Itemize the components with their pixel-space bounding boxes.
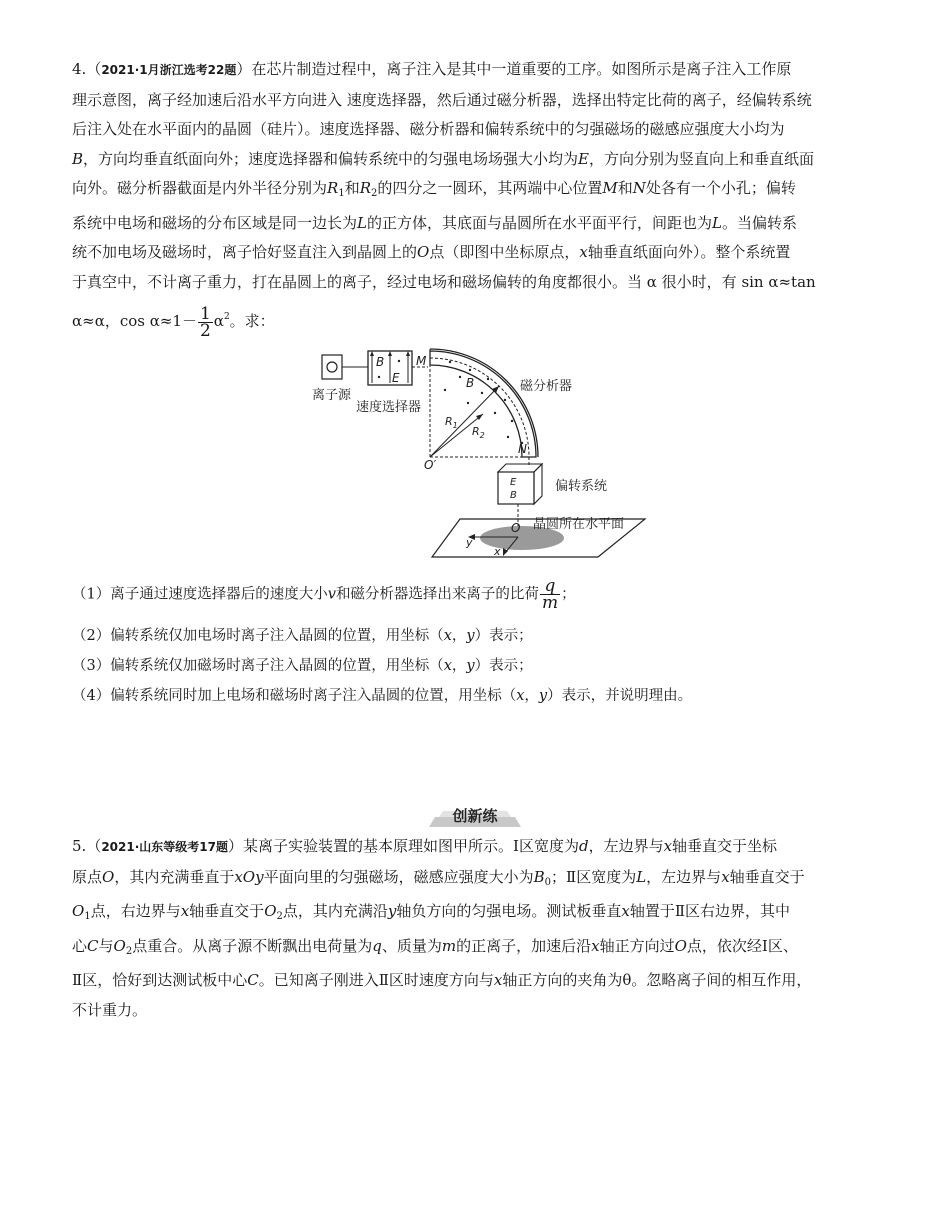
problem-number: 4.	[72, 60, 87, 78]
label-velocity-selector: 速度选择器	[356, 400, 422, 415]
question-3: （3）偏转系统仅加磁场时离子注入晶圆的位置，用坐标（x，y）表示；	[72, 658, 533, 674]
label-deflection-system: 偏转系统	[555, 479, 608, 494]
label-magnetic-analyzer: 磁分析器	[520, 379, 573, 394]
label-R2: $R_2$	[472, 425, 485, 440]
question-4: （4）偏转系统同时加上电场和磁场时离子注入晶圆的位置，用坐标（x，y）表示，并说明理由。	[72, 688, 693, 704]
label-O: O	[511, 521, 521, 535]
label-ion-source: 离子源	[312, 388, 352, 403]
source-tag: 2021·1月浙江选考22题	[101, 63, 237, 77]
problem-5-text: 5.（2021·山东等级考17题）某离子实验装置的基本原理如图甲所示。Ⅰ区宽度为d，左边界与x轴垂直交于坐标 原点O，其内充满垂直于xOy平面向里的匀强磁场，磁感应强度大小为$B_0$；Ⅱ区宽度为L，左边界与x轴垂直交于 $O_1$点，右边界与x轴垂直交于$O_2$点，其内充满沿y轴负方向的匀强电场。测试板垂直x轴置于Ⅱ区右边界，其中 心C与$O_2$点重合。从离子源不断飘出电荷量为q、质量为m的正离子，加速后沿x轴正方向过O点，依次经Ⅰ区、 Ⅱ区，恰好到达测试板中心C。已知离子刚进入Ⅱ区时速度方向与x轴正方向的夹角为θ。忽略离子间的相互作用， 不计重力。	[72, 837, 812, 1019]
label-M: M	[416, 354, 427, 368]
question-1: （1）离子通过速度选择器后的速度大小v和磁分析器选择出来离子的比荷 $\frac{q}{m}$ ；	[72, 576, 576, 613]
label-y: y	[466, 536, 473, 549]
ion-source	[322, 355, 368, 379]
label-wafer-plane: 晶圆所在水平面	[533, 517, 625, 532]
label-N: N	[518, 442, 527, 456]
label-x: x	[494, 545, 501, 558]
problem-4-text: 4.（2021·1月浙江选考22题）在芯片制造过程中，离子注入是其中一道重要的工序。如图所示是离子注入工作原 理示意图，离子经加速后沿水平方向进入 速度选择器，然后通过磁分析器，选择出特定比荷的离子，经偏转系统 后注入处在水平面内的晶圆（硅片）。速度选择器、磁分析器和偏转系统中的匀强磁场的磁感应强度大小均为 B，方向均垂直纸面向外；速度选择器和偏转系统中的匀强电场场强大小均为E，方向分别为竖直向上和垂直纸面 向外。磁分析器截面是内外半径分别为$R_1$和$R_2$的四分之一圆环，其两端中心位置M和N处各有一个小孔；偏转 系统中电场和磁场的分布区域是同一边长为L的正方体，其底面与晶圆所在水平面平行，间距也为L。当偏转系 统不加电场及磁场时，离子恰好竖直注入到晶圆上的O点（即图中坐标原点，x轴垂直纸面向外）。整个系统置 于真空中，不计离子重力，打在晶圆上的离子，经过电场和磁场偏转的角度都很小。当 α 很小时，有 sin α≈tan α≈α，cos α≈1－ $\frac{1}{2}$ $\alpha^2$。求：	[72, 60, 816, 341]
label-E-selector: E	[392, 371, 400, 385]
section-badge	[425, 803, 525, 829]
label-E-deflector: E	[510, 477, 517, 488]
fraction-one-half: $\frac{1}{2}$	[199, 303, 211, 341]
fraction-q-over-m: $\frac{q}{m}$	[541, 576, 559, 613]
label-B-analyzer: B	[466, 376, 475, 390]
label-R1: $R_1$	[445, 415, 458, 430]
magnetic-analyzer	[430, 349, 538, 457]
problem-number: 5.	[72, 837, 87, 855]
label-B-deflector: B	[510, 490, 517, 501]
ion-implanter-diagram	[300, 345, 650, 560]
section-title: 创新练	[452, 807, 498, 825]
source-tag: 2021·山东等级考17题	[101, 840, 228, 854]
question-2: （2）偏转系统仅加电场时离子注入晶圆的位置，用坐标（x，y）表示；	[72, 628, 533, 644]
label-O-prime: O′	[424, 458, 437, 472]
label-B-selector: B	[376, 355, 385, 369]
